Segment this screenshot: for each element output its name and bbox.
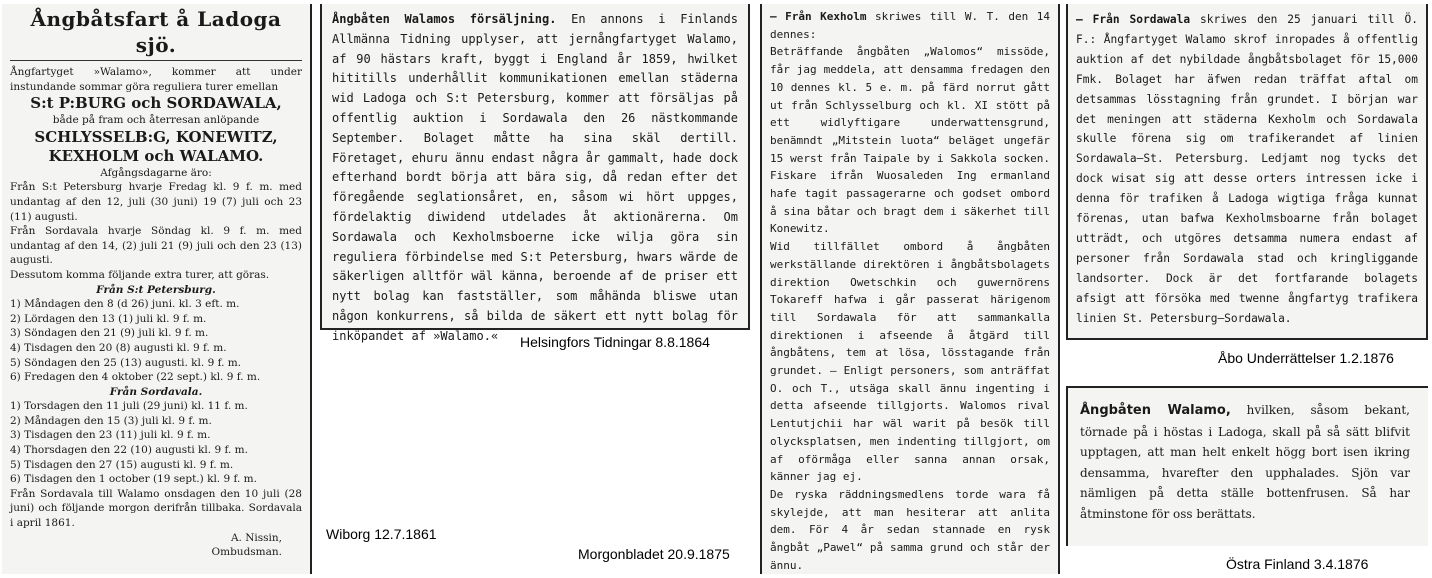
wiborg-sord-trip: 5) Tisdagen den 27 (15) augusti kl. 9 f. m.: [10, 458, 234, 471]
wiborg-sord-trip: 4) Thorsdagen den 22 (10) augusti kl. 9 f. m.: [10, 444, 248, 457]
clipping-morgonbladet: [760, 4, 1060, 574]
wiborg-route-1: S:t P:BURG och SORDAWALA,: [30, 94, 282, 113]
wiborg-sord-trip: 6) Tisdagen den 1 october (19 sept.) kl. 9 f. m.: [10, 473, 257, 486]
morgonbladet-lead: skriwes till W. T. den 14 dennes:: [770, 10, 1051, 41]
clipping-ostra: [1066, 386, 1428, 546]
wiborg-route-3: KEXHOLM och WALAMO.: [48, 146, 264, 165]
abo-article: [1076, 10, 1418, 329]
wiborg-route-2: SCHLYSSELB:G, KONEWITZ,: [34, 127, 278, 146]
morgonbladet-para-2: Wid tillfället ombord å ångbåten werkställande direktören i ångbåtsbolagets direktion Owetschkin och guwernörens Tokareff hafwa i går passerat härigenom till Sordawala för att sammankalla direktionen i afseende å åtgärd till ångbåtens, tem at lösa, lösstagande från grundet. — Enligt personers, som anträffat O. och T., utsäga skall ännu ingenting i detta afseende tillgjorts. Walomos rival Lentutjchii har wäl warit på besök till olycksplatsen, men indenting tillgjort, om af oförmåga eller sanna annan orsak, känner jag ej.: [770, 240, 1050, 484]
abo-title: — Från Sordawala: [1076, 13, 1191, 26]
helsingfors-text: En annons i Finlands Allmänna Tidning upplyser, att jernångfartyget Walamo, af 90 hästars kraft, byggt i England år 1859, hwilket hititills underhållit kommunikationen emellan städerna wid Ladoga och S:t Petersburg, kommer att försäljas på offentlig auktion i Sordawala den 26 nästkommande September. Bolaget måtte ha sina skäl dertill. Företaget, ehuru ännu endast några år gammalt, hade dock efterhand bordt börja att bära sig, då redan efter det föregående seglationsåret, en, såsom wi hört uppges, fördelaktig diwidend utdelades åt aktionärerna. Om Sordawala och Kexholmsboerne icke wilja göra sin reguliera förbindelse med S:t Petersburg, hwars wärde de säkerligen alltför wäl känna, beroende af de priser ett nytt bolag kan fastställer, som måhända bliswe utan någon konkurrens, så bilda de säkert ett nytt bolag för inköpandet af »Walamo.«: [332, 12, 738, 343]
clipping-wiborg: [2, 4, 312, 574]
wiborg-spb-trip: 4) Tisdagen den 20 (8) augusti kl. 9 f. m.: [10, 341, 227, 354]
wiborg-spb-trip: 5) Söndagen den 25 (13) augusti. kl. 9 f. m.: [10, 356, 242, 369]
wiborg-spb-trip: 1) Måndagen den 8 (d 26) juni. kl. 3 eft. m.: [10, 298, 240, 311]
clipping-abo: [1066, 4, 1428, 340]
wiborg-headline: Ångbåtsfart å Ladoga sjö.: [30, 7, 282, 57]
caption-morgonbladet: Morgonbladet 20.9.1875: [578, 546, 730, 562]
wiborg-spb-trip: 2) Lördagen den 13 (1) juli kl. 9 f. m.: [10, 312, 207, 325]
ostra-title: Ångbåten Walamo,: [1080, 403, 1231, 418]
wiborg-spb-trip: 6) Fredagen den 4 oktober (22 sept.) kl. 9 f. m.: [10, 371, 261, 384]
wiborg-divider: [10, 60, 302, 61]
caption-helsingfors: Helsingfors Tidningar 8.8.1864: [520, 334, 710, 350]
helsingfors-title: Ångbåten Walamos försäljning.: [332, 12, 557, 26]
ostra-article: [1080, 400, 1410, 525]
wiborg-sord-trip: 2) Måndagen den 15 (3) juli kl. 9 f. m.: [10, 414, 212, 427]
wiborg-sord-trip: 1) Torsdagen den 11 juli (29 juni) kl. 11 f. m.: [10, 400, 248, 413]
wiborg-para-3: Dessutom komma följande extra turer, att göras.: [10, 268, 270, 281]
wiborg-sord-trip: 3) Tisdagen den 23 (11) juli kl. 9 f. m.: [10, 429, 211, 442]
morgonbladet-para-1: Beträffande ångbåten „Walomos“ missöde, får jag meddela, att densamma fredagen den 10 dennes kl. 5 e. m. på färd norrut gått ut från Schlysselburg och kl. XI stött på ett widlyftigare underwattensgrund, benämndt „Mitstein luota“ beläget ungefär 15 werst från Taipale by i Sakkola socken. Fiskare ifrån Wuosaleden Ing ermanland hafe tagit passagerarne och godset ombord å sina båtar och bragt dem i säkerhet till Konewitz.: [770, 45, 1050, 236]
wiborg-para-4: Från Sordavala till Walamo onsdagen den 10 juli (28 juni) och följande morgon derifrån tillbaka. Sordavala i april 1861.: [10, 487, 302, 530]
wiborg-signature-title: Ombudsman.: [211, 546, 282, 559]
wiborg-para-2: Från Sordavala hvarje Söndag kl. 9 f. m. med undantag af den 14, (2) juli 21 (9) juli och den 23 (13) augusti.: [10, 225, 302, 267]
morgonbladet-para-3: De ryska räddningsmedlens torde wara få skylejde, att man hesiterar att anlita dem. För 4 år sedan stannade en rysk ångbåt „Pawel“ på samma grund och står der ännu.: [770, 487, 1050, 572]
morgonbladet-lead-para: [770, 8, 1050, 43]
wiborg-from-sord-heading: Från Sordavala.: [109, 385, 203, 398]
helsingfors-article: [332, 10, 738, 347]
wiborg-route-mid: både på fram och återresan anlöpande: [52, 114, 260, 127]
wiborg-from-spb-heading: Från S:t Petersburg.: [96, 283, 216, 296]
caption-abo: Åbo Underrättelser 1.2.1876: [1218, 350, 1394, 366]
caption-ostra: Östra Finland 3.4.1876: [1226, 556, 1369, 572]
abo-text: skriwes den 25 januari till Ö. F.: Ångfartyget Walamo skrof inropades å offentlig auktion af det nybildade ångbåtsbolaget för 15,000 Fmk. Bolaget har äfwen redan träffat aftal om detsammas lösstagning från grundet. I början war det meningen att städerna Kexholm och Sordawala skulle förena sig om trafikerandet af linien Sordawala—St. Petersburg. Ledjamt nog tycks det dock wisat sig att desse orters intressen icke i denna för trafiken å Ladoga wigtiga fråga kunnat förenas, utan bafwa Kexholmsboarne från bolaget utträdt, och utgöres detsamma numera endast af personer från Sordawala stad och kringliggande landsorter. Dock är det fortfarande bolagets afsigt att försöka med twenne ångfartyg trafikera linien St. Petersburg—Sordawala.: [1076, 13, 1418, 325]
ostra-text: hvilken, såsom bekant, törnade på i höstas i Ladoga, skall på så sätt blifvit upptagen, att man helt enkelt högg bort isen ikring densamma, hvarefter den upphalades. Sjön var nämligen på detta ställe bottenfrusen. Så har åtminstone för oss berättats.: [1080, 403, 1410, 521]
wiborg-intro: Ångfartyget »Walamo», kommer att under instundande sommar göra reguliera turer emellan: [10, 66, 302, 93]
caption-wiborg: Wiborg 12.7.1861: [326, 526, 437, 542]
wiborg-para-1: Från S:t Petersburg hvarje Fredag kl. 9 f. m. med undantag af den 12, juli (30 juni) 19 (7) juli och 23 (11) augusti.: [10, 181, 302, 223]
morgonbladet-title: — Från Kexholm: [770, 10, 867, 23]
wiborg-signature-name: A. Nissin,: [230, 531, 282, 544]
wiborg-departures-label: Afgångsdagarne äro:: [100, 166, 212, 179]
wiborg-spb-trip: 3) Söndagen den 21 (9) juli kl. 9 f. m.: [10, 327, 209, 340]
